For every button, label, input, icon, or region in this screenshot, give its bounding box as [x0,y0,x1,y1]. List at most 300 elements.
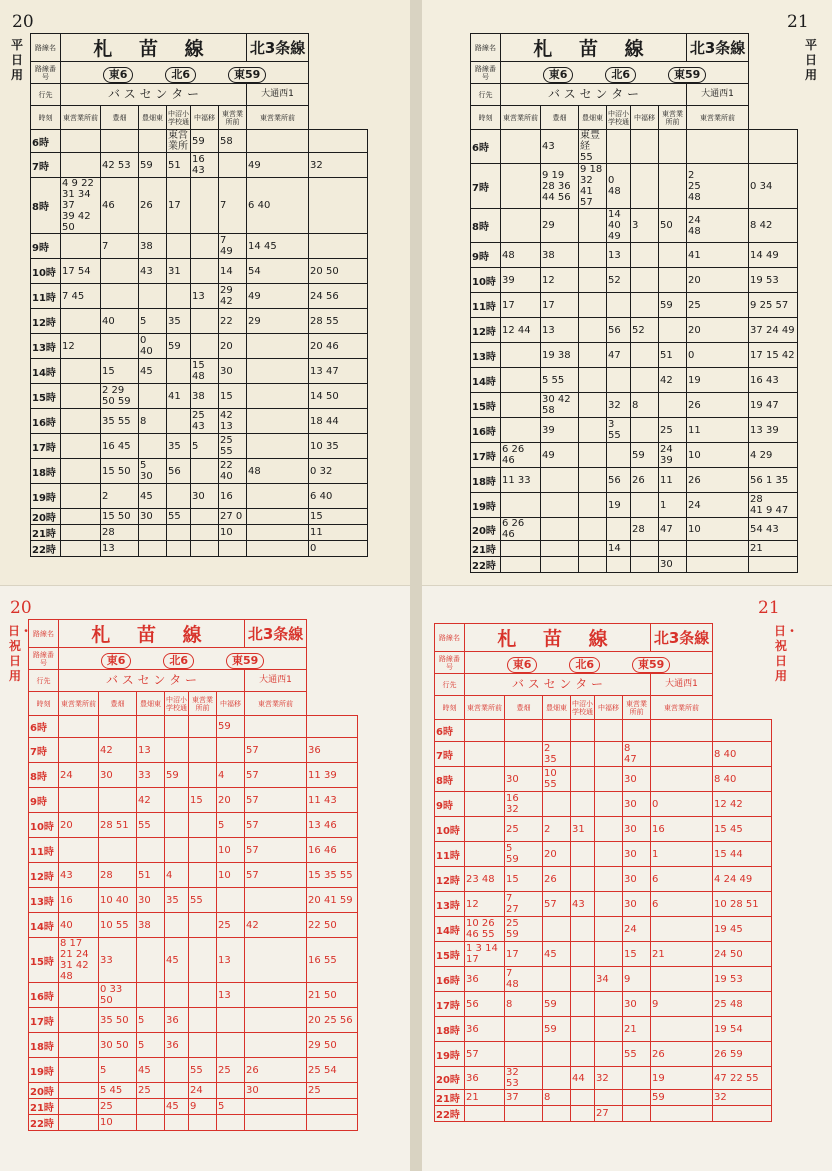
time-cell [139,284,167,309]
time-cell [579,293,607,318]
time-cell: 25 [505,817,543,842]
time-cell: 14 49 [749,243,798,268]
time-cell [543,1106,571,1122]
time-cell [465,767,505,792]
time-cell: 24 50 [713,942,772,967]
time-cell [631,243,659,268]
time-cell: 25 [307,1083,358,1099]
time-cell: 24 [59,763,99,788]
route-number-label: 路線番号 [435,652,465,674]
time-cell: 42 53 [101,153,139,178]
time-cell [61,434,101,459]
time-cell [607,130,631,164]
side-label: 平日用 [804,38,817,82]
hour-cell: 6時 [31,130,61,153]
time-cell: 11 [309,525,368,541]
hour-row [471,268,798,293]
time-cell [139,130,167,153]
time-cell [659,243,687,268]
time-cell: 16 32 [505,792,543,817]
time-cell [651,1106,713,1122]
time-cell [247,525,309,541]
time-cell [59,983,99,1008]
time-cell: 56 [465,992,505,1017]
hour-cell: 15時 [31,384,61,409]
hour-row [31,259,368,284]
time-cell [217,1033,245,1058]
hour-row [471,443,798,468]
hour-row [29,863,358,888]
stop-name: 豊畑 [541,106,579,130]
time-cell: 20 [217,788,245,813]
hour-cell: 17時 [471,443,501,468]
time-cell: 19 53 [749,268,798,293]
time-cell [579,468,607,493]
hour-row [435,792,772,817]
stop-name: 中沼小学校通 [167,106,191,130]
hour-cell: 17時 [31,434,61,459]
time-cell: 21 50 [307,983,358,1008]
time-cell: 45 [137,1058,165,1083]
time-cell [61,509,101,525]
destination-main: バ ス セ ン タ ー [465,674,651,696]
time-cell [571,842,595,867]
timetable [30,33,368,557]
time-cell: 32 53 [505,1067,543,1090]
time-cell [59,838,99,863]
hour-row [471,393,798,418]
time-cell: 6 40 [309,484,368,509]
time-cell [61,153,101,178]
time-cell [749,130,798,164]
hour-cell: 12時 [31,309,61,334]
time-cell: 13 47 [309,359,368,384]
time-cell: 7 27 [505,892,543,917]
time-cell [191,309,219,334]
route-badge: 東59 [668,67,706,83]
time-cell [623,1090,651,1106]
time-cell [167,541,191,557]
time-cell [541,468,579,493]
hour-row [435,720,772,742]
time-cell [247,130,309,153]
time-cell: 15 [623,942,651,967]
time-cell [651,1017,713,1042]
time-cell: 36 [307,738,358,763]
route-right-title: 北3条線 [651,624,713,652]
hour-row [29,838,358,863]
time-cell: 6 26 46 [501,443,541,468]
time-cell [595,767,623,792]
time-cell: 6 40 [247,178,309,234]
time-cell: 39 [541,418,579,443]
time-cell: 19 53 [713,967,772,992]
time-cell: 15 48 [191,359,219,384]
time-cell [167,525,191,541]
time-cell: 30 [219,359,247,384]
time-cell [579,368,607,393]
time-cell [571,720,595,742]
time-cell [165,1115,189,1131]
time-cell: 37 24 49 [749,318,798,343]
stop-name: 東営業所前 [219,106,247,130]
time-cell [501,557,541,573]
time-cell: 38 [137,913,165,938]
time-cell [217,888,245,913]
time-cell: 43 [541,130,579,164]
time-cell [465,742,505,767]
hour-cell: 19時 [435,1042,465,1067]
time-cell: 32 [595,1067,623,1090]
stop-name: 東営業所前 [623,696,651,720]
time-cell: 25 [687,293,749,318]
time-cell [623,720,651,742]
time-cell: 57 [245,763,307,788]
time-cell: 5 [139,309,167,334]
time-cell: 15 [505,867,543,892]
time-cell: 41 [687,243,749,268]
time-cell: 2 [101,484,139,509]
time-cell [595,917,623,942]
time-cell: 55 [623,1042,651,1067]
hour-row [435,1106,772,1122]
hour-cell: 12時 [435,867,465,892]
stop-name: 東営業所前 [501,106,541,130]
time-cell [571,1042,595,1067]
time-cell [631,418,659,443]
hour-cell: 18時 [435,1017,465,1042]
time-cell [651,720,713,742]
time-cell: 10 26 46 55 [465,917,505,942]
time-cell [247,484,309,509]
time-cell [541,557,579,573]
time-cell [191,334,219,359]
time-cell: 33 [99,938,137,983]
hour-row [31,525,368,541]
hour-row [31,284,368,309]
time-cell: 32 [309,153,368,178]
hour-row [29,1115,358,1131]
time-cell [101,259,139,284]
time-cell: 19 45 [713,917,772,942]
hour-row [435,1090,772,1106]
time-cell [607,443,631,468]
time-cell: 21 [651,942,713,967]
time-cell: 12 44 [501,318,541,343]
time-cell [501,343,541,368]
time-cell [191,234,219,259]
time-cell [309,178,368,234]
time-cell: 1 [651,842,713,867]
time-cell: 15 [309,509,368,525]
time-cell [505,1106,543,1122]
time-cell [501,164,541,209]
time-cell [59,1058,99,1083]
time-cell: 23 48 [465,867,505,892]
time-cell: 28 [99,863,137,888]
time-cell: 5 [137,1033,165,1058]
time-cell: 9 [651,992,713,1017]
time-cell [189,1033,217,1058]
hour-row [31,384,368,409]
time-cell: 57 [245,813,307,838]
stop-name: 中沼小学校通 [165,692,189,716]
time-cell [505,742,543,767]
time-cell: 54 [247,259,309,284]
hour-row [435,817,772,842]
time-cell [595,817,623,842]
time-cell [101,334,139,359]
time-cell [139,541,167,557]
time-cell: 30 [137,888,165,913]
time-cell: 19 [651,1067,713,1090]
hour-label: 時刻 [29,692,59,716]
time-cell: 16 [219,484,247,509]
time-cell [541,541,579,557]
time-cell [217,1083,245,1099]
time-cell: 10 [217,863,245,888]
time-cell [139,525,167,541]
time-cell: 25 59 [505,917,543,942]
time-cell: 58 [219,130,247,153]
time-cell [307,716,358,738]
time-cell [137,938,165,983]
time-cell: 12 [465,892,505,917]
time-cell [167,234,191,259]
time-cell [607,557,631,573]
time-cell: 9 [623,967,651,992]
time-cell: 5 59 [505,842,543,867]
time-cell: 52 [631,318,659,343]
time-cell: 30 [659,557,687,573]
hour-cell: 11時 [435,842,465,867]
hour-row [435,942,772,967]
time-cell [543,720,571,742]
hour-row [435,992,772,1017]
time-cell: 55 [189,888,217,913]
time-cell: 15 [189,788,217,813]
time-cell: 26 [139,178,167,234]
time-cell [101,130,139,153]
route-title: 札 苗 線 [465,624,651,652]
time-cell [579,343,607,368]
time-cell [217,738,245,763]
time-cell: 8 [505,992,543,1017]
time-cell: 11 39 [307,763,358,788]
time-cell [245,938,307,983]
time-cell: 30 [623,867,651,892]
time-cell [167,484,191,509]
time-cell [501,209,541,243]
time-cell: 1 [659,493,687,518]
time-cell [595,1090,623,1106]
time-cell [571,967,595,992]
time-cell: 20 50 [309,259,368,284]
time-cell: 0 48 [607,164,631,209]
time-cell: 5 55 [541,368,579,393]
time-cell [137,838,165,863]
time-cell [571,767,595,792]
hour-row [29,983,358,1008]
time-cell [623,1106,651,1122]
time-cell: 7 45 [61,284,101,309]
stop-name: 中沼小学校通 [607,106,631,130]
time-cell: 24 [623,917,651,942]
hour-row [471,368,798,393]
time-cell: 10 35 [309,434,368,459]
route-badge: 東59 [632,657,670,673]
time-cell: 30 [99,763,137,788]
time-cell: 43 [139,259,167,284]
time-cell: 57 [465,1042,505,1067]
time-cell: 13 [191,284,219,309]
hour-cell: 20時 [29,1083,59,1099]
hour-row [31,309,368,334]
destination-right: 大通西1 [245,670,307,692]
hour-row [471,418,798,443]
time-cell: 40 [101,309,139,334]
time-cell: 19 [687,368,749,393]
time-cell: 4 24 49 [713,867,772,892]
time-cell: 19 47 [749,393,798,418]
time-cell: 2 25 48 [687,164,749,209]
time-cell: 19 38 [541,343,579,368]
time-cell: 49 [247,284,309,309]
time-cell [465,842,505,867]
hour-cell: 18時 [471,468,501,493]
time-cell [139,434,167,459]
time-cell: 30 [623,792,651,817]
time-cell [61,525,101,541]
time-cell [607,368,631,393]
hour-row [31,153,368,178]
stop-name: 豊畑 [99,692,137,716]
stop-name: 豊畑東 [137,692,165,716]
stop-name: 中福移 [595,696,623,720]
time-cell: 59 [167,334,191,359]
time-cell: 26 [245,1058,307,1083]
time-cell [505,720,543,742]
time-cell [571,742,595,767]
time-cell: 45 [543,942,571,967]
time-cell: 5 [217,1099,245,1115]
time-cell: 7 [219,178,247,234]
time-cell: 14 45 [247,234,309,259]
hour-cell: 22時 [29,1115,59,1131]
time-cell: 30 [623,992,651,1017]
time-cell [247,509,309,525]
stop-name: 中福移 [631,106,659,130]
time-cell: 28 51 [99,813,137,838]
time-cell [245,716,307,738]
time-cell [189,938,217,983]
time-cell [571,1090,595,1106]
page-number: 20 [12,12,34,32]
time-cell [247,541,309,557]
hour-row [31,484,368,509]
stop-name: 豊畑 [505,696,543,720]
hour-row [31,541,368,557]
timetable [470,33,798,573]
time-cell: 26 59 [713,1042,772,1067]
time-cell [189,716,217,738]
hour-row [471,343,798,368]
time-cell: 51 [137,863,165,888]
hour-cell: 16時 [31,409,61,434]
time-cell: 10 40 [99,888,137,913]
time-cell: 36 [465,967,505,992]
time-cell: 30 [505,767,543,792]
time-cell: 11 33 [501,468,541,493]
hour-cell: 13時 [29,888,59,913]
time-cell [659,541,687,557]
time-cell: 55 [137,813,165,838]
time-cell: 30 [623,892,651,917]
time-cell [189,863,217,888]
hour-row [471,164,798,209]
time-cell: 26 [631,468,659,493]
time-cell [571,942,595,967]
hour-cell: 10時 [471,268,501,293]
time-cell [465,817,505,842]
time-cell: 51 [659,343,687,368]
time-cell [165,716,189,738]
time-cell [247,359,309,384]
time-cell [59,1099,99,1115]
time-cell: 10 [687,443,749,468]
time-cell: 25 [659,418,687,443]
time-cell [167,284,191,309]
time-cell: 0 33 50 [99,983,137,1008]
time-cell: 30 50 [99,1033,137,1058]
time-cell: 5 [217,813,245,838]
stop-name: 中福移 [191,106,219,130]
time-cell: 20 46 [309,334,368,359]
time-cell [749,557,798,573]
time-cell [59,1115,99,1131]
hour-row [435,1042,772,1067]
route-badges [61,62,309,84]
time-cell: 17 [167,178,191,234]
time-cell: 10 28 51 [713,892,772,917]
time-cell [631,293,659,318]
time-cell [631,164,659,209]
time-cell [61,541,101,557]
route-badge: 東6 [103,67,134,83]
hour-row [435,892,772,917]
time-cell [631,130,659,164]
time-cell: 12 [541,268,579,293]
time-cell: 10 [217,838,245,863]
hour-row [31,178,368,234]
time-cell: 47 [659,518,687,541]
hour-cell: 14時 [31,359,61,384]
time-cell [189,738,217,763]
route-title: 札 苗 線 [59,620,245,648]
time-cell [247,409,309,434]
stop-name: 東営業所前 [651,696,713,720]
time-cell: 12 42 [713,792,772,817]
holiday-right-page [422,586,832,1171]
hour-cell: 17時 [29,1008,59,1033]
hour-cell: 11時 [471,293,501,318]
time-cell [595,742,623,767]
hour-cell: 18時 [29,1033,59,1058]
time-cell [571,792,595,817]
stop-name: 中沼小学校通 [571,696,595,720]
side-label: 日・祝日用 [774,624,799,683]
time-cell: 26 [687,468,749,493]
